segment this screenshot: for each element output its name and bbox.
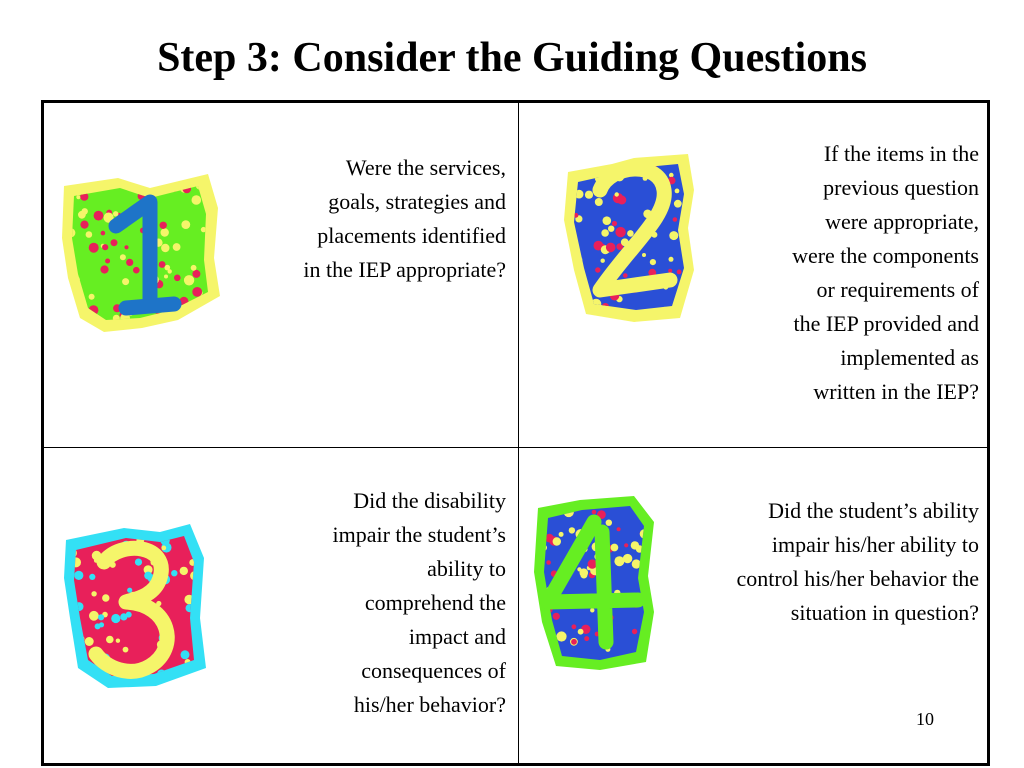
question-1: [303, 151, 506, 287]
question-4: [736, 494, 979, 630]
question-3-line: Did the disability: [353, 488, 506, 513]
question-2-line: written in the IEP?: [813, 379, 979, 404]
question-3-line: consequences of: [361, 658, 506, 683]
number-2-badge-icon: [560, 150, 700, 325]
table-divider-horizontal: [44, 447, 987, 448]
question-3: [332, 484, 506, 722]
question-3-line: ability to: [427, 556, 506, 581]
question-3-line: his/her behavior?: [353, 692, 506, 717]
question-4-line: situation in question?: [790, 600, 979, 625]
page-number: 10: [916, 709, 934, 729]
number-3-badge-icon: [60, 518, 210, 692]
table-divider-vertical: [518, 103, 519, 763]
question-1-line: goals, strategies and: [328, 189, 506, 214]
slide-title: Step 3: Consider the Guiding Questions: [157, 35, 867, 81]
question-2-line: were appropriate,: [825, 209, 979, 234]
question-4-line: control his/her behavior the: [736, 566, 979, 591]
number-4-badge-icon: [530, 492, 660, 674]
question-3-line: impair the student’s: [332, 522, 506, 547]
question-1-line: placements identified: [317, 223, 506, 248]
question-2-line: the IEP provided and: [793, 311, 979, 336]
question-1-line: Were the services,: [345, 155, 506, 180]
question-4-line: Did the student’s ability: [768, 498, 979, 523]
question-3-line: comprehend the: [364, 590, 506, 615]
question-2-line: implemented as: [840, 345, 979, 370]
question-3-line: impact and: [408, 624, 506, 649]
question-1-line: in the IEP appropriate?: [303, 257, 506, 282]
question-2-line: were the components: [792, 243, 979, 268]
question-4-line: impair his/her ability to: [771, 532, 979, 557]
question-2-line: If the items in the: [823, 141, 979, 166]
question-2: [792, 137, 979, 409]
number-1-badge-icon: [58, 168, 224, 336]
question-2-line: previous question: [823, 175, 979, 200]
question-2-line: or requirements of: [816, 277, 979, 302]
